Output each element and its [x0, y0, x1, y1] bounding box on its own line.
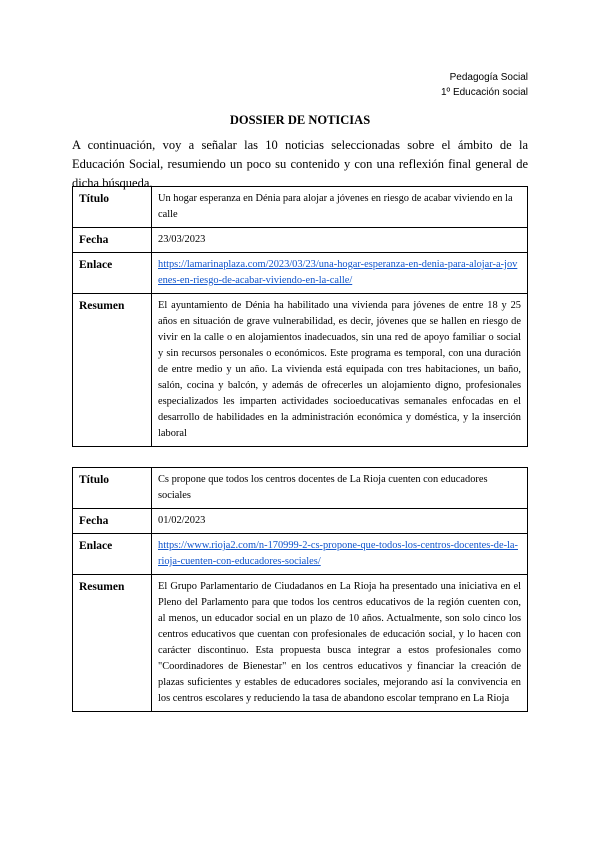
document-title: DOSSIER DE NOTICIAS [229, 113, 371, 127]
row-resumen [73, 575, 528, 712]
news-link[interactable]: https://www.rioja2.com/n-170999-2-cs-propone-que-todos-los-centros-docentes-de-la-rioja-cuenten-con-educadores-sociales/ [158, 540, 519, 567]
news-title: Un hogar esperanza en Dénia para alojar a jóvenes en riesgo de acabar viviendo en la calle [152, 187, 528, 228]
news-link[interactable]: https://lamarinaplaza.com/2023/03/23/una-hogar-esperanza-en-denia-para-alojar-a-jovenes-en-riesgo-de-acabar-viviendo-en-la-calle/ [158, 259, 518, 286]
page-header [441, 70, 528, 100]
news-summary: El ayuntamiento de Dénia ha habilitado una vivienda para jóvenes de entre 18 y 25 años en situación de grave vulnerabilidad, es decir, jóvenes que se hallen en riesgo de vivir en la calle o en alojamientos inadecuados, sin una red de apoyo familiar o social y sin recursos personales o económicos. Este programa es temporal, con una duración de entre medio y un año. La vivienda está equipada con tres habitaciones, un baño, salón, cocina y balcón, y además de ofrecerles un alojamiento digno, profesionales especializados les imparten actividades socioeducativas semanales enfocadas en el desarrollo de habilidades en la administración económica y doméstica, y la inserción laboral [152, 294, 528, 447]
row-fecha [73, 228, 528, 253]
news-table-1 [72, 186, 528, 447]
row-resumen [73, 294, 528, 447]
label-resumen: Resumen [73, 575, 152, 712]
label-enlace: Enlace [73, 253, 152, 294]
row-titulo [73, 468, 528, 509]
news-date: 23/03/2023 [152, 228, 528, 253]
label-enlace: Enlace [73, 534, 152, 575]
news-summary: El Grupo Parlamentario de Ciudadanos en La Rioja ha presentado una iniciativa en el Pleno del Parlamento para que todos los centros educativos de la región cuenten con, al menos, un educador social en un plazo de 10 años. Actualmente, son solo cinco los centros educativos que cuentan con profesionales de educación social, y lo hacen con carácter discontinuo. Esta propuesta busca integrar a estos profesionales como "Coordinadores de Bienestar" en los centros educativos y financiar la creación de plazas suficientes y estables de educadores sociales, mejorando así la convivencia en los centros escolares y reduciendo la tasa de abandono escolar temprano en La Rioja [152, 575, 528, 712]
news-date: 01/02/2023 [152, 509, 528, 534]
news-link-cell [152, 534, 528, 575]
row-fecha [73, 509, 528, 534]
news-table-2 [72, 467, 528, 712]
label-titulo: Título [73, 187, 152, 228]
header-subject: Pedagogía Social [449, 72, 528, 83]
row-titulo [73, 187, 528, 228]
label-fecha: Fecha [73, 228, 152, 253]
label-titulo: Título [73, 468, 152, 509]
intro-paragraph: A continuación, voy a señalar las 10 noticias seleccionadas sobre el ámbito de la Educación Social, resumiendo un poco su contenido y con una reflexión final general de dicha búsqueda. [72, 138, 528, 190]
label-resumen: Resumen [73, 294, 152, 447]
header-course: 1º Educación social [440, 87, 528, 98]
row-enlace [73, 534, 528, 575]
row-enlace [73, 253, 528, 294]
label-fecha: Fecha [73, 509, 152, 534]
news-link-cell [152, 253, 528, 294]
news-title: Cs propone que todos los centros docentes de La Rioja cuenten con educadores sociales [152, 468, 528, 509]
